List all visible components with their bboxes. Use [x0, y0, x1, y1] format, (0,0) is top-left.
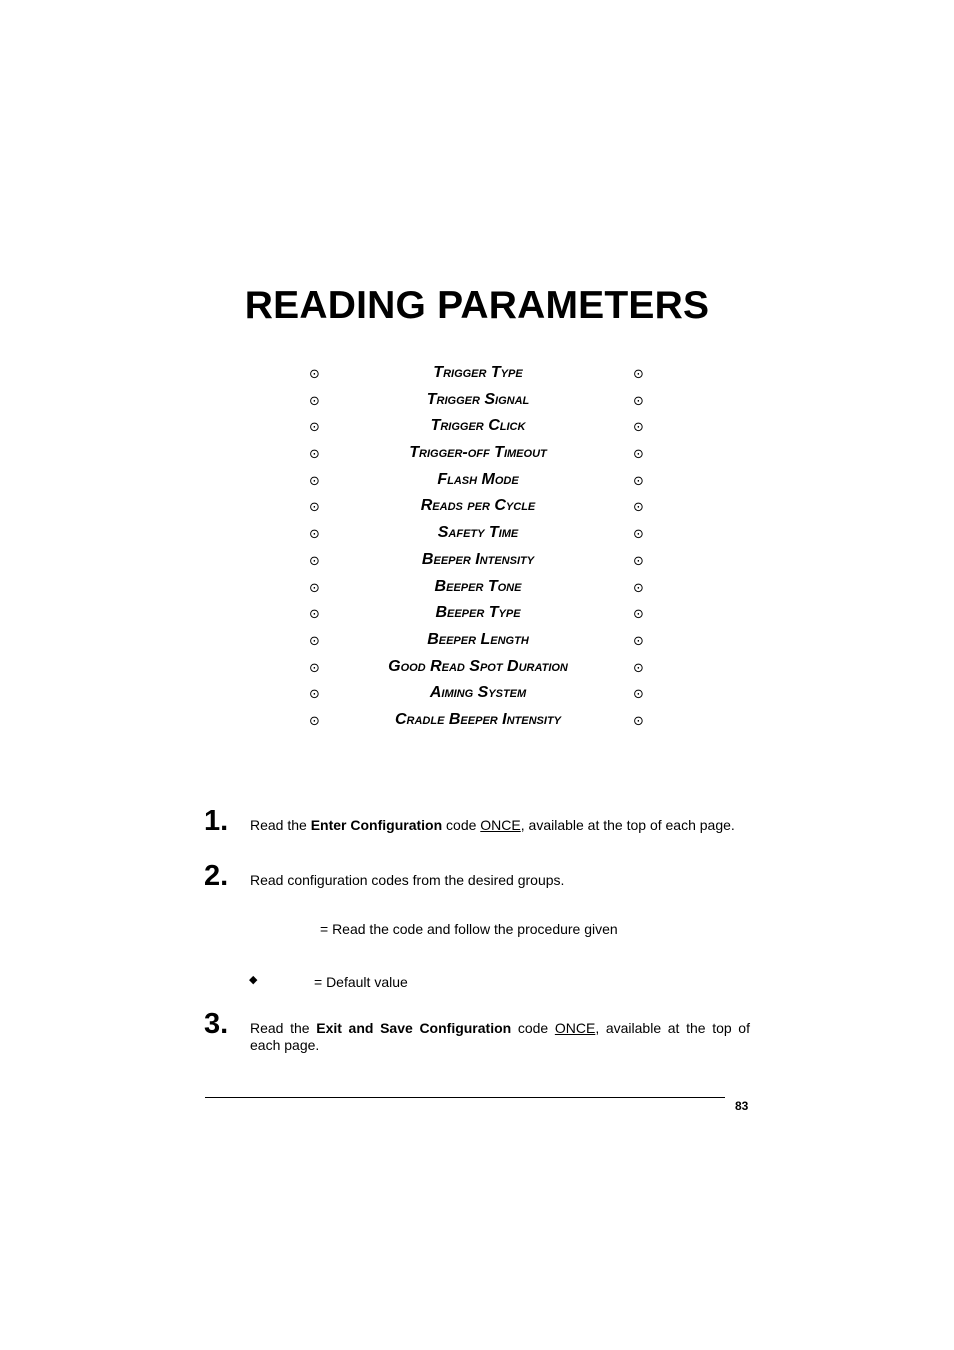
target-bullet-icon: ⊙	[309, 606, 320, 622]
step-text-1: Read the Enter Configuration code ONCE, available at the top of each page.	[250, 817, 735, 833]
target-bullet-icon: ⊙	[309, 712, 320, 728]
target-bullet-icon: ⊙	[633, 366, 644, 381]
parameter-list-item	[300, 684, 656, 711]
target-bullet-icon: ⊙	[633, 552, 644, 568]
target-bullet-icon: ⊙	[309, 419, 320, 435]
target-bullet-icon: ⊙	[633, 606, 644, 622]
step-number-3: 3.	[204, 1008, 229, 1040]
target-bullet-icon: ⊙	[309, 579, 320, 595]
parameter-link[interactable]: Cradle Beeper Intensity	[394, 710, 562, 728]
page-number: 83	[735, 1099, 749, 1113]
parameter-list-item	[300, 364, 656, 391]
parameter-list-item	[300, 524, 656, 551]
parameter-list-item	[300, 471, 656, 498]
target-bullet-icon: ⊙	[309, 659, 320, 675]
parameter-link[interactable]: Reads per Cycle	[420, 497, 536, 515]
parameter-link[interactable]: Flash Mode	[437, 470, 519, 488]
procedure-legend-text: = Read the code and follow the procedure given	[320, 921, 618, 937]
parameter-list-item	[300, 391, 656, 418]
parameter-link[interactable]: Beeper Type	[435, 604, 521, 622]
step-number-1: 1.	[204, 805, 229, 837]
default-diamond-icon: ◆	[249, 974, 258, 986]
step-text-3: Read the Exit and Save Configuration code ONCE, available at the top of each page.	[250, 1020, 750, 1053]
parameter-list-item	[300, 417, 656, 444]
target-bullet-icon: ⊙	[633, 472, 644, 488]
target-bullet-icon: ⊙	[633, 632, 644, 648]
target-bullet-icon: ⊙	[309, 366, 320, 381]
parameter-list-item	[300, 444, 656, 471]
page-title: READING PARAMETERS	[244, 284, 710, 327]
target-bullet-icon: ⊙	[309, 552, 320, 568]
parameter-link[interactable]: Beeper Tone	[434, 577, 522, 595]
parameter-link[interactable]: Trigger-off Timeout	[409, 444, 547, 462]
parameter-link[interactable]: Trigger Type	[433, 364, 523, 381]
parameter-link[interactable]: Aiming System	[429, 684, 527, 702]
target-bullet-icon: ⊙	[633, 419, 644, 435]
parameter-list-item	[300, 497, 656, 524]
target-bullet-icon: ⊙	[633, 499, 644, 515]
target-bullet-icon: ⊙	[633, 446, 644, 462]
parameter-link[interactable]: Beeper Length	[427, 630, 529, 648]
target-bullet-icon: ⊙	[309, 446, 320, 462]
target-bullet-icon: ⊙	[633, 659, 644, 675]
target-bullet-icon: ⊙	[309, 499, 320, 515]
parameter-list-item	[300, 711, 656, 738]
step-text-2: Read configuration codes from the desired groups.	[250, 872, 565, 888]
footer-divider	[205, 1097, 725, 1098]
target-bullet-icon: ⊙	[633, 579, 644, 595]
target-bullet-icon: ⊙	[633, 392, 644, 408]
parameter-list-item	[300, 604, 656, 631]
parameter-list-item	[300, 551, 656, 578]
parameter-list	[300, 364, 656, 738]
parameter-list-item	[300, 578, 656, 605]
target-bullet-icon: ⊙	[309, 472, 320, 488]
parameter-list-item	[300, 631, 656, 658]
target-bullet-icon: ⊙	[309, 686, 320, 702]
target-bullet-icon: ⊙	[309, 392, 320, 408]
step-number-2: 2.	[204, 860, 229, 892]
target-bullet-icon: ⊙	[309, 526, 320, 542]
default-legend-text: = Default value	[314, 974, 408, 990]
target-bullet-icon: ⊙	[633, 686, 644, 702]
parameter-link[interactable]: Trigger Click	[430, 417, 526, 435]
target-bullet-icon: ⊙	[633, 712, 644, 728]
target-bullet-icon: ⊙	[309, 632, 320, 648]
parameter-list-item	[300, 658, 656, 685]
target-bullet-icon: ⊙	[633, 526, 644, 542]
parameter-link[interactable]: Good Read Spot Duration	[388, 657, 568, 675]
parameter-link[interactable]: Trigger Signal	[426, 390, 530, 408]
parameter-link[interactable]: Safety Time	[437, 524, 519, 542]
parameter-link[interactable]: Beeper Intensity	[421, 550, 535, 568]
